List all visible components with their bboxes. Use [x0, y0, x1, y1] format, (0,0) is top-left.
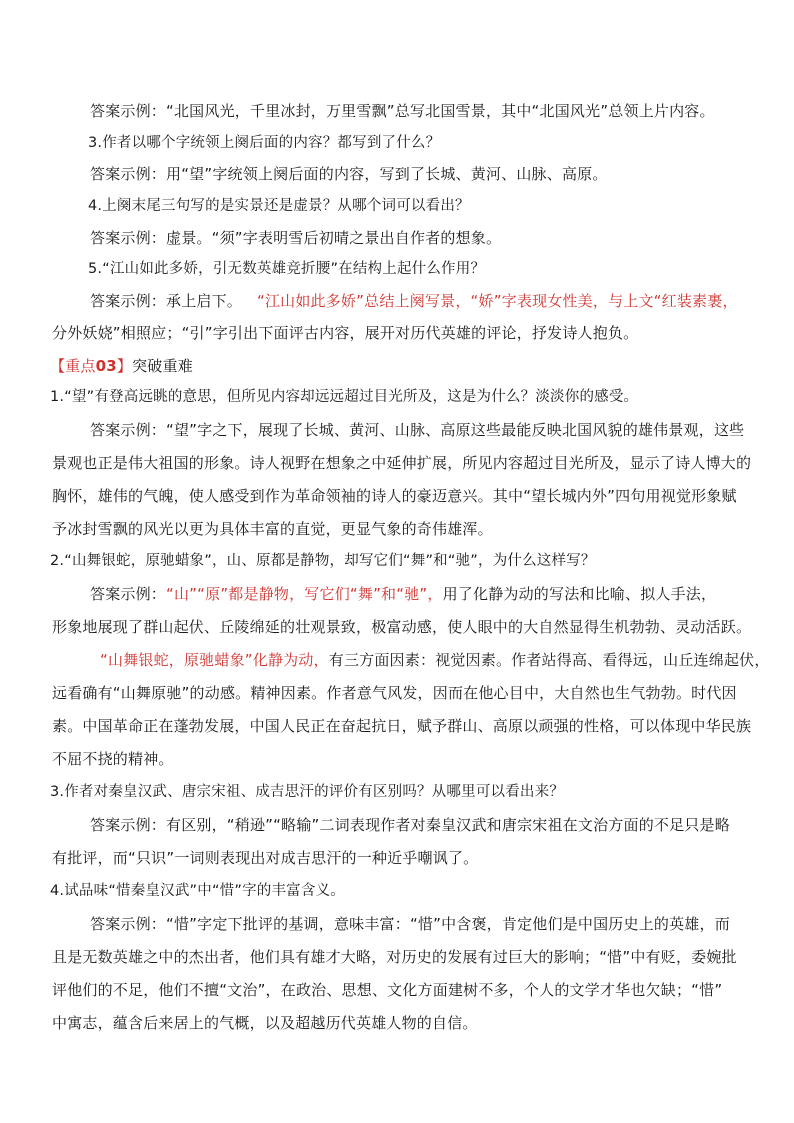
answer-line: 形象地展现了群山起伏、丘陵绵延的壮观景致，极富动感，使人眼中的大自然显得生机勃勃、灵动活跃。: [52, 618, 752, 636]
heading-bracket-close: 】: [116, 357, 133, 375]
question-4: 4.上阕末尾三句写的是实景还是虚景？从哪个词可以看出？: [88, 198, 470, 214]
answer-prefix: 答案示例：承上启下。: [90, 292, 243, 310]
answer-line: 答案示例：用“望”字统领上阕后面的内容，写到了长城、黄河、山脉、高原。: [90, 165, 608, 183]
question-5: 5.“江山如此多娇，引无数英雄竞折腰”在结构上起什么作用？: [88, 261, 486, 277]
question-4b: 4.试品味“惜秦皇汉武”中“惜”字的丰富含义。: [50, 883, 345, 899]
answer-line: 分外妖娆”相照应；“引”字引出下面评古内容，展开对历代英雄的评论，抒发诗人抱负。: [52, 324, 639, 342]
answer-line: 予冰封雪飘的风光以更为具体丰富的直觉，更显气象的奇伟雄浑。: [52, 520, 493, 538]
answer-line: 答案示例：“北国风光，千里冰封，万里雪飘”总写北国雪景，其中“北国风光”总领上片内容。: [90, 102, 715, 120]
answer-line: 胸怀，雄伟的气魄，使人感受到作为革命领袖的诗人的豪迈意兴。其中“望长城内外”四句用视觉形象赋: [52, 487, 737, 505]
answer-line: [100, 650, 770, 670]
question-1: 1.“望”有登高远眺的意思，但所见内容却远远超过目光所及，这是为什么？淡淡你的感受。: [50, 389, 639, 405]
highlight-text: “山”“原”都是静物，写它们“舞”和“驰”，: [166, 585, 443, 603]
answer-line: [90, 584, 716, 604]
heading-title: 突破重难: [132, 357, 193, 375]
answer-line: 中寓志，蕴含后来居上的气概，以及超越历代英雄人物的自信。: [52, 1014, 478, 1032]
answer-line: 不屈不挠的精神。: [52, 750, 174, 768]
section-heading: [50, 356, 193, 376]
answer-line: 远看确有“山舞原驰”的动感。精神因素。作者意气风发，因而在他心目中，大自然也生气勃勃。时代因: [52, 684, 737, 702]
highlight-text: “山舞银蛇，原驰蜡象”化静为动，: [100, 651, 329, 669]
answer-line: 答案示例：有区别，“稍逊”“略输”二词表现作者对秦皇汉武和唐宗宋祖在文治方面的不足只是略: [90, 816, 730, 834]
heading-number: 03: [95, 357, 117, 375]
answer-line: 答案示例：虚景。“须”字表明雪后初晴之景出自作者的想象。: [90, 229, 502, 247]
answer-text: 有三方面因素：视觉因素。作者站得高、看得远，山丘连绵起伏，: [328, 651, 770, 669]
question-2: 2.“山舞银蛇，原驰蜡象”，山、原都是静物，却写它们“舞”和“驰”，为什么这样写？: [50, 553, 596, 569]
answer-line: 评他们的不足，他们不擅“文治”，在政治、思想、文化方面建树不多，个人的文学才华也欠缺；“惜”: [52, 981, 723, 999]
answer-text: 用了化静为动的写法和比喻、拟人手法，: [442, 585, 717, 603]
answer-line: 答案示例：“惜”字定下批评的基调，意味丰富：“惜”中含褒，肯定他们是中国历史上的英雄，而: [90, 915, 730, 933]
answer-line: 有批评，而“只识”一词则表现出对成吉思汗的一种近乎嘲讽了。: [52, 849, 479, 867]
answer-prefix: 答案示例：: [90, 585, 167, 603]
highlight-text: “江山如此多娇”总结上阕写景，“娇”字表现女性美，与上文“红装素裹，: [256, 292, 738, 310]
answer-line: [90, 291, 738, 311]
answer-line: 且是无数英雄之中的杰出者，他们具有雄才大略，对历史的发展有过巨大的影响；“惜”中有贬，委婉批: [52, 948, 737, 966]
answer-line: 素。中国革命正在蓬勃发展，中国人民正在奋起抗日，赋予群山、高原以顽强的性格，可以体现中华民族: [52, 717, 752, 735]
answer-line: 景观也正是伟大祖国的形象。诗人视野在想象之中延伸扩展，所见内容超过目光所及，显示了诗人博大的: [52, 454, 752, 472]
answer-line: 答案示例：“望”字之下，展现了长城、黄河、山脉、高原这些最能反映北国风貌的雄伟景观，这些: [90, 421, 745, 439]
question-3: 3.作者以哪个字统领上阕后面的内容？都写到了什么？: [88, 135, 441, 151]
heading-bracket-open: 【重点: [50, 357, 96, 375]
question-3b: 3.作者对秦皇汉武、唐宗宋祖、成吉思汗的评价有区别吗？从哪里可以看出来？: [50, 784, 565, 800]
